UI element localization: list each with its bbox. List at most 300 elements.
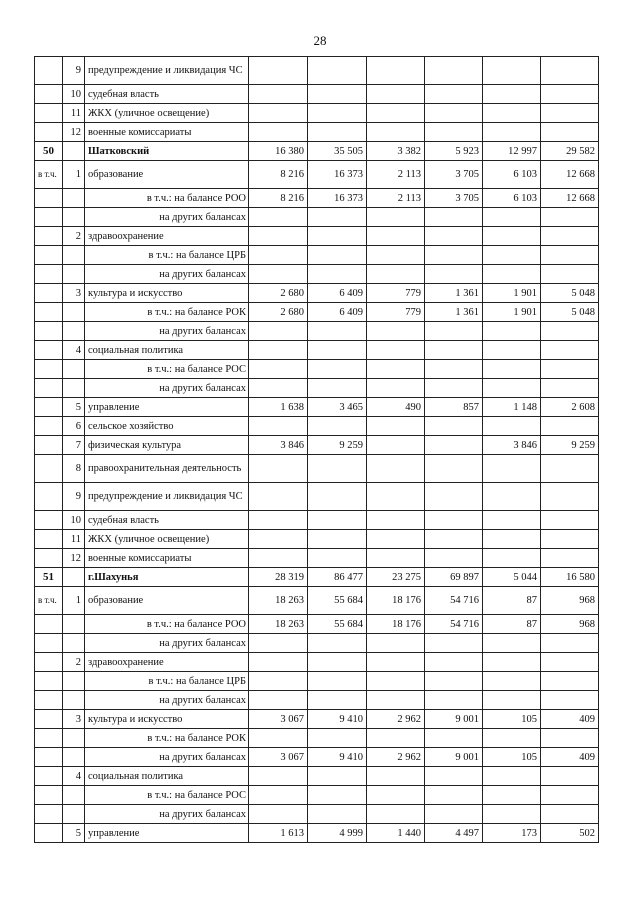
cell-value [308, 265, 367, 284]
cell-item-number: 4 [63, 767, 85, 786]
cell-item-name: образование [85, 587, 249, 615]
table-row [35, 85, 599, 104]
cell-value [425, 123, 483, 142]
cell-item-name: предупреждение и ликвидация ЧС [85, 483, 249, 511]
cell-value [541, 417, 599, 436]
cell-value [483, 672, 541, 691]
cell-item-name: военные комиссариаты [85, 549, 249, 568]
table-row [35, 767, 599, 786]
cell-value [367, 483, 425, 511]
cell-value [541, 634, 599, 653]
cell-item-number: 10 [63, 85, 85, 104]
cell-item-name: сельское хозяйство [85, 417, 249, 436]
cell-value [308, 85, 367, 104]
cell-item-name: в т.ч.: на балансе РОК [85, 303, 249, 322]
cell-item-name: в т.ч.: на балансе РОК [85, 729, 249, 748]
cell-value: 1 638 [249, 398, 308, 417]
cell-value: 5 044 [483, 568, 541, 587]
cell-value [308, 417, 367, 436]
cell-value [308, 227, 367, 246]
table-row [35, 189, 599, 208]
cell-section-number [35, 436, 63, 455]
cell-section-number [35, 123, 63, 142]
cell-value: 4 999 [308, 824, 367, 843]
cell-value [483, 208, 541, 227]
cell-item-number [63, 379, 85, 398]
cell-value [483, 360, 541, 379]
cell-value [541, 483, 599, 511]
cell-value [483, 57, 541, 85]
cell-value [249, 246, 308, 265]
cell-value [425, 549, 483, 568]
cell-value: 18 263 [249, 615, 308, 634]
cell-value: 16 373 [308, 161, 367, 189]
cell-value [483, 511, 541, 530]
table-body [35, 57, 599, 843]
cell-item-name: судебная власть [85, 85, 249, 104]
cell-value [483, 786, 541, 805]
cell-section-number [35, 104, 63, 123]
cell-value [249, 104, 308, 123]
cell-item-number: 8 [63, 455, 85, 483]
cell-item-number [63, 634, 85, 653]
cell-value [425, 455, 483, 483]
cell-section-number [35, 549, 63, 568]
cell-value [249, 322, 308, 341]
cell-value [249, 208, 308, 227]
cell-value [367, 265, 425, 284]
cell-value [425, 672, 483, 691]
table-row [35, 729, 599, 748]
cell-value: 105 [483, 748, 541, 767]
cell-item-name: ЖКХ (уличное освещение) [85, 104, 249, 123]
cell-value [541, 246, 599, 265]
cell-value: 9 001 [425, 748, 483, 767]
cell-value [541, 767, 599, 786]
cell-value [483, 341, 541, 360]
cell-value: 2 962 [367, 710, 425, 729]
cell-value [367, 786, 425, 805]
cell-value: 2 680 [249, 284, 308, 303]
cell-value [483, 123, 541, 142]
table-row [35, 208, 599, 227]
cell-value [541, 549, 599, 568]
cell-value: 173 [483, 824, 541, 843]
cell-value [249, 483, 308, 511]
cell-value: 18 176 [367, 615, 425, 634]
table-row [35, 57, 599, 85]
cell-value: 1 440 [367, 824, 425, 843]
table-row [35, 322, 599, 341]
cell-value [541, 57, 599, 85]
cell-value [541, 322, 599, 341]
table-row [35, 284, 599, 303]
cell-item-name: предупреждение и ликвидация ЧС [85, 57, 249, 85]
cell-value: 8 216 [249, 189, 308, 208]
cell-item-name: г.Шахунья [85, 568, 249, 587]
cell-value [541, 379, 599, 398]
cell-value [308, 360, 367, 379]
cell-value: 9 001 [425, 710, 483, 729]
cell-item-name: на других балансах [85, 265, 249, 284]
cell-value [541, 805, 599, 824]
cell-value: 1 361 [425, 303, 483, 322]
cell-item-number [63, 729, 85, 748]
cell-item-number [63, 322, 85, 341]
cell-value: 54 716 [425, 615, 483, 634]
cell-value [541, 511, 599, 530]
cell-value [367, 511, 425, 530]
cell-item-number [63, 360, 85, 379]
cell-item-number: 12 [63, 123, 85, 142]
cell-section-number [35, 653, 63, 672]
cell-value: 1 148 [483, 398, 541, 417]
cell-value [483, 417, 541, 436]
cell-value [425, 341, 483, 360]
cell-value [367, 653, 425, 672]
cell-value [425, 417, 483, 436]
cell-item-name: культура и искусство [85, 710, 249, 729]
cell-value [249, 729, 308, 748]
cell-item-name: в т.ч.: на балансе ЦРБ [85, 672, 249, 691]
cell-item-name: на других балансах [85, 634, 249, 653]
cell-value [367, 85, 425, 104]
cell-value: 2 680 [249, 303, 308, 322]
cell-value: 779 [367, 284, 425, 303]
cell-item-number [63, 805, 85, 824]
cell-value: 968 [541, 615, 599, 634]
cell-value [308, 208, 367, 227]
cell-value [249, 549, 308, 568]
table-row [35, 653, 599, 672]
cell-value [308, 767, 367, 786]
cell-value: 968 [541, 587, 599, 615]
cell-value [425, 786, 483, 805]
cell-item-name: здравоохранение [85, 653, 249, 672]
cell-value: 857 [425, 398, 483, 417]
cell-value: 87 [483, 615, 541, 634]
cell-section-number [35, 417, 63, 436]
table-row [35, 710, 599, 729]
cell-item-number: 9 [63, 483, 85, 511]
cell-value [308, 729, 367, 748]
cell-value: 55 684 [308, 587, 367, 615]
cell-value [483, 483, 541, 511]
cell-item-name: судебная власть [85, 511, 249, 530]
cell-value [541, 455, 599, 483]
cell-value [249, 265, 308, 284]
cell-value [249, 57, 308, 85]
cell-value: 3 846 [249, 436, 308, 455]
cell-value [308, 634, 367, 653]
cell-item-number [63, 568, 85, 587]
cell-value: 2 113 [367, 189, 425, 208]
cell-value [249, 530, 308, 549]
cell-value [541, 85, 599, 104]
cell-item-number: 2 [63, 227, 85, 246]
cell-value: 6 409 [308, 303, 367, 322]
cell-value [367, 360, 425, 379]
cell-value [308, 786, 367, 805]
cell-value [425, 360, 483, 379]
cell-value [541, 786, 599, 805]
cell-value [425, 767, 483, 786]
cell-item-number: 5 [63, 824, 85, 843]
cell-value [308, 57, 367, 85]
cell-value [367, 672, 425, 691]
cell-value: 87 [483, 587, 541, 615]
cell-value: 86 477 [308, 568, 367, 587]
cell-value [483, 549, 541, 568]
cell-item-name: управление [85, 398, 249, 417]
cell-value [425, 246, 483, 265]
cell-value: 8 216 [249, 161, 308, 189]
cell-value [249, 767, 308, 786]
cell-section-number [35, 511, 63, 530]
table-row [35, 615, 599, 634]
cell-section-number [35, 483, 63, 511]
cell-value [541, 208, 599, 227]
cell-item-name: управление [85, 824, 249, 843]
cell-value: 2 962 [367, 748, 425, 767]
table-row [35, 691, 599, 710]
table-row [35, 379, 599, 398]
cell-item-number: 11 [63, 530, 85, 549]
cell-value [249, 417, 308, 436]
cell-value [483, 379, 541, 398]
cell-value [541, 530, 599, 549]
cell-value: 12 668 [541, 161, 599, 189]
cell-value [367, 530, 425, 549]
cell-value: 28 319 [249, 568, 308, 587]
cell-value [425, 322, 483, 341]
cell-value [541, 691, 599, 710]
cell-value: 2 113 [367, 161, 425, 189]
cell-item-name: в т.ч.: на балансе РОО [85, 615, 249, 634]
cell-value [308, 379, 367, 398]
cell-value [367, 379, 425, 398]
cell-value: 1 613 [249, 824, 308, 843]
cell-section-number [35, 805, 63, 824]
cell-value [483, 265, 541, 284]
cell-value [308, 691, 367, 710]
cell-value [367, 805, 425, 824]
cell-value [249, 455, 308, 483]
cell-item-name: в т.ч.: на балансе РОО [85, 189, 249, 208]
table-row [35, 634, 599, 653]
cell-item-number [63, 303, 85, 322]
cell-item-number: 3 [63, 284, 85, 303]
cell-value [483, 246, 541, 265]
cell-value: 6 103 [483, 161, 541, 189]
cell-item-number: 4 [63, 341, 85, 360]
cell-value: 3 705 [425, 189, 483, 208]
cell-item-number [63, 786, 85, 805]
cell-value [483, 729, 541, 748]
table-row [35, 161, 599, 189]
cell-item-number [63, 142, 85, 161]
cell-value [541, 653, 599, 672]
cell-item-number [63, 672, 85, 691]
cell-value [367, 549, 425, 568]
cell-value [249, 634, 308, 653]
cell-value [249, 511, 308, 530]
cell-value [425, 265, 483, 284]
cell-section-number: в т.ч. [35, 587, 63, 615]
cell-item-number: 5 [63, 398, 85, 417]
cell-value: 6 409 [308, 284, 367, 303]
cell-value [249, 85, 308, 104]
cell-item-number: 11 [63, 104, 85, 123]
page-number: 28 [313, 33, 327, 48]
cell-value: 55 684 [308, 615, 367, 634]
cell-value [308, 549, 367, 568]
cell-value [483, 530, 541, 549]
cell-value: 1 901 [483, 303, 541, 322]
cell-value [483, 227, 541, 246]
cell-value [483, 322, 541, 341]
cell-value: 9 259 [541, 436, 599, 455]
cell-value [308, 341, 367, 360]
cell-value [425, 511, 483, 530]
cell-value: 6 103 [483, 189, 541, 208]
cell-value: 3 067 [249, 710, 308, 729]
table-row [35, 303, 599, 322]
cell-value [308, 530, 367, 549]
cell-item-number: 3 [63, 710, 85, 729]
cell-value [249, 691, 308, 710]
cell-section-number [35, 767, 63, 786]
cell-value [367, 455, 425, 483]
cell-section-number [35, 455, 63, 483]
table-row [35, 824, 599, 843]
cell-value [308, 455, 367, 483]
cell-item-number: 7 [63, 436, 85, 455]
cell-section-number [35, 729, 63, 748]
cell-value: 3 846 [483, 436, 541, 455]
table-row [35, 436, 599, 455]
cell-item-number: 10 [63, 511, 85, 530]
cell-section-number: 50 [35, 142, 63, 161]
cell-section-number [35, 786, 63, 805]
cell-value [425, 634, 483, 653]
cell-item-name: здравоохранение [85, 227, 249, 246]
cell-item-number [63, 615, 85, 634]
cell-value [249, 805, 308, 824]
cell-item-name: на других балансах [85, 322, 249, 341]
table-row [35, 227, 599, 246]
cell-section-number [35, 246, 63, 265]
cell-value: 3 382 [367, 142, 425, 161]
cell-value [425, 530, 483, 549]
cell-value [249, 672, 308, 691]
cell-item-number [63, 208, 85, 227]
table-row [35, 104, 599, 123]
cell-value [308, 511, 367, 530]
cell-value [367, 123, 425, 142]
cell-value [308, 805, 367, 824]
cell-value: 18 176 [367, 587, 425, 615]
cell-section-number [35, 824, 63, 843]
table-row [35, 786, 599, 805]
cell-item-name: в т.ч.: на балансе РОС [85, 786, 249, 805]
cell-item-name: на других балансах [85, 379, 249, 398]
table-row [35, 672, 599, 691]
cell-section-number [35, 265, 63, 284]
cell-item-number [63, 691, 85, 710]
cell-value: 9 410 [308, 710, 367, 729]
cell-value [483, 767, 541, 786]
cell-section-number [35, 615, 63, 634]
cell-value: 409 [541, 748, 599, 767]
cell-item-number: 2 [63, 653, 85, 672]
cell-value [249, 360, 308, 379]
cell-value [541, 729, 599, 748]
cell-item-number [63, 246, 85, 265]
cell-value [367, 104, 425, 123]
table-row [35, 805, 599, 824]
cell-section-number [35, 57, 63, 85]
cell-value [249, 786, 308, 805]
cell-section-number [35, 710, 63, 729]
table-row [35, 123, 599, 142]
cell-section-number [35, 341, 63, 360]
cell-value: 105 [483, 710, 541, 729]
cell-section-number: 51 [35, 568, 63, 587]
cell-value: 5 048 [541, 284, 599, 303]
cell-value: 1 361 [425, 284, 483, 303]
cell-value [367, 729, 425, 748]
cell-value [308, 653, 367, 672]
cell-value [367, 227, 425, 246]
table-row [35, 142, 599, 161]
cell-value [425, 653, 483, 672]
cell-value [541, 227, 599, 246]
cell-value [483, 104, 541, 123]
cell-item-number [63, 748, 85, 767]
cell-section-number [35, 530, 63, 549]
cell-value: 502 [541, 824, 599, 843]
cell-value: 29 582 [541, 142, 599, 161]
cell-value [425, 436, 483, 455]
cell-value: 779 [367, 303, 425, 322]
cell-value [367, 417, 425, 436]
cell-value [425, 379, 483, 398]
table-row [35, 360, 599, 379]
cell-item-number: 9 [63, 57, 85, 85]
cell-item-name: социальная политика [85, 341, 249, 360]
cell-value: 5 923 [425, 142, 483, 161]
cell-value [249, 341, 308, 360]
cell-item-number: 1 [63, 161, 85, 189]
cell-item-name: военные комиссариаты [85, 123, 249, 142]
cell-value: 1 901 [483, 284, 541, 303]
cell-item-number: 1 [63, 587, 85, 615]
cell-item-name: в т.ч.: на балансе ЦРБ [85, 246, 249, 265]
cell-value [425, 805, 483, 824]
budget-table [34, 56, 599, 843]
cell-value: 9 259 [308, 436, 367, 455]
cell-value: 409 [541, 710, 599, 729]
cell-value: 3 067 [249, 748, 308, 767]
cell-item-name: образование [85, 161, 249, 189]
cell-value: 69 897 [425, 568, 483, 587]
cell-value [249, 123, 308, 142]
cell-value: 5 048 [541, 303, 599, 322]
table-row [35, 417, 599, 436]
table-row [35, 483, 599, 511]
cell-section-number [35, 634, 63, 653]
